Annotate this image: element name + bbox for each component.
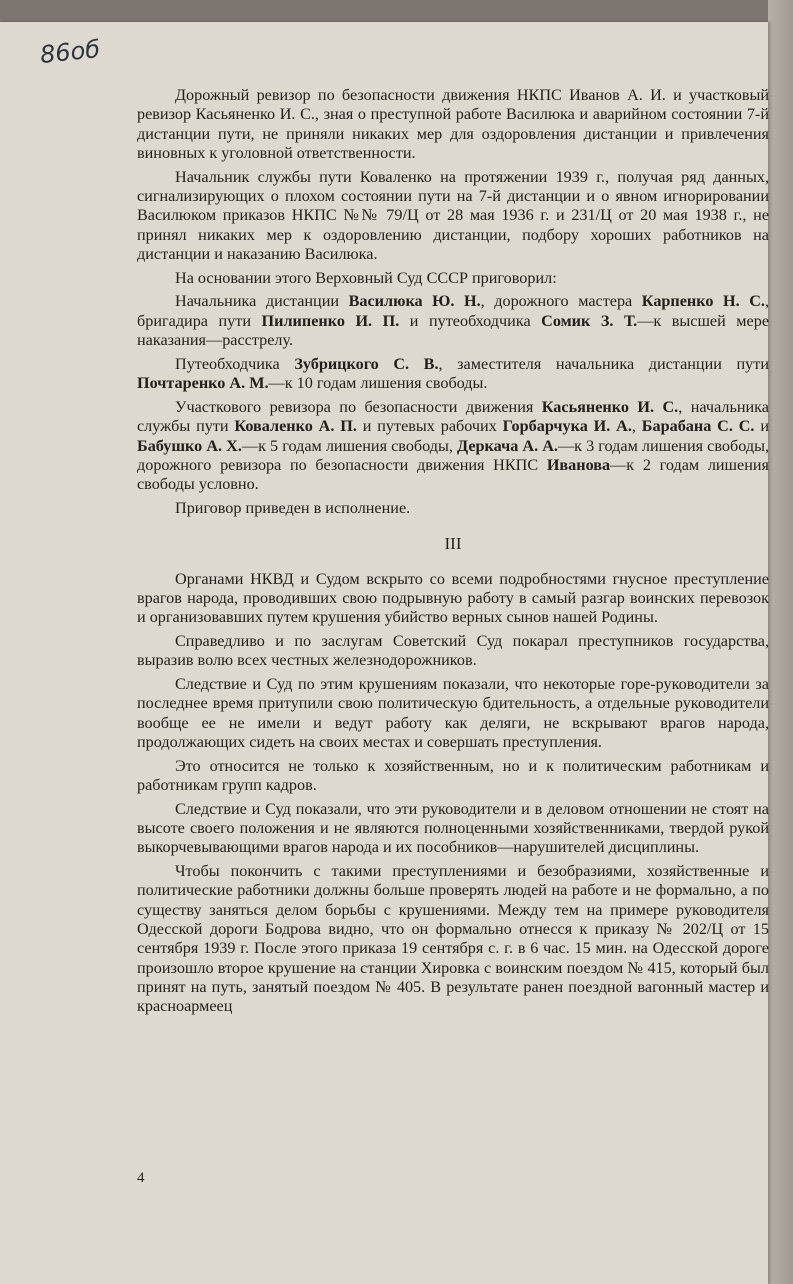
text-run: Начальника дистанции (175, 292, 349, 311)
document-body (137, 86, 769, 1021)
text-run: —к 3 годам лишения свободы, дорожного ревизора по безопасности движения НКПС (137, 436, 770, 474)
paragraph (137, 800, 769, 858)
paragraph (137, 675, 769, 752)
paragraph (137, 355, 769, 394)
text-run: Участкового ревизора по безопасности движения (175, 397, 542, 416)
paragraph (137, 86, 769, 163)
text-run: Дорожный ревизор по безопасности движения НКПС Иванов А. И. и участковый ревизор Касьяненко И. С., зная о преступной работе Василюка и аварийном состоянии 7-й дистанции пути, не приняли никаких мер для оздоровления дистанции и привлечения виновных к уголовной ответственности. (137, 86, 769, 162)
text-run: На основании этого Верховный Суд СССР приговорил: (175, 268, 557, 287)
bold-name: Зубрицкого С. В. (294, 354, 439, 373)
paragraph (137, 862, 769, 1016)
text-run: —к высшей мере наказания—расстрелу. (137, 311, 770, 350)
paragraph (137, 398, 769, 494)
text-run: и (754, 417, 769, 436)
paragraph (137, 570, 769, 628)
paragraph (137, 632, 769, 671)
text-run: Органами НКВД и Судом вскрыто со всеми подробностями гнусное преступление врагов народа, проводивших свою подрывную работу в самый разгар воинских перевозок и организовавших путем крушения убийство верных сынов нашей Родины. (137, 569, 769, 627)
text-run: Путеобходчика (175, 354, 295, 373)
text-run: , начальника службы пути (137, 397, 769, 436)
text-run: , бригадира пути (137, 292, 769, 330)
text-run: Следствие и Суд показали, что эти руководители и в деловом отношении не стоят на высоте своего положения и не являются полноценными хозяйственниками, твердой рукой выкорчевывающими врагов народа и их пособников—нарушителей дисциплины. (137, 799, 769, 857)
text-run: , заместителя начальника дистанции пути (438, 354, 769, 373)
paragraph (137, 292, 769, 350)
text-run: Это относится не только к хозяйственным, но и к политическим работникам и работникам групп кадров. (137, 756, 769, 794)
text-run: —к 10 годам лишения свободы. (268, 374, 488, 393)
bold-name: Иванова (546, 455, 611, 474)
text-run: Чтобы покончить с такими преступлениями и безобразиями, хозяйственные и политические работники должны больше проверять людей на работе и не формально, а по существу заняться делом борьбы с крушениями. Между тем на примере руководителя Одесской дороги Бодрова видно, что он формально отнесся к приказу № 202/Ц от 15 сентября 1939 г. После этого приказа 19 сентября с. г. в 6 час. 15 мин. на Одесской дороге произошло второе крушение на станции Хировка с воинским поездом № 415, который был принят на путь, занятый поездом № 405. В результате ранен поездной вагонный мастер и красноармеец (137, 862, 769, 1016)
bold-name: Горбарчука И. А. (502, 417, 632, 436)
text-run: , (631, 417, 642, 436)
paragraph (137, 757, 769, 796)
text-run: Начальник службы пути Коваленко на протяжении 1939 г., получая ряд данных, сигнализирующих о плохом состоянии пути на 7-й дистанции и о явном игнорировании Василюком приказов НКПС №№ 79/Ц от 28 мая 1936 г. и 231/Ц от 20 мая 1938 г., не принял никаких мер к оздоровлению дистанции, подбору хороших работников на дистанции и наказанию Василюка. (137, 167, 769, 263)
text-run: Справедливо и по заслугам Советский Суд покарал преступников государства, выразив волю всех честных железнодорожников. (137, 631, 769, 670)
text-run: —к 2 годам лишения свободы условно. (137, 455, 769, 494)
bold-name: Почтаренко А. М. (137, 374, 269, 393)
text-run: —к 5 годам лишения свободы, (241, 436, 458, 455)
text-run: Приговор приведен в исполнение. (175, 498, 411, 517)
bold-name: Касьяненко И. С. (541, 397, 679, 416)
bold-name: Василюка Ю. Н. (348, 292, 481, 311)
text-run: , дорожного мастера (480, 292, 642, 311)
bold-name: Коваленко А. П. (234, 417, 357, 436)
text-run: и путеобходчика (399, 311, 542, 330)
paragraph (137, 269, 769, 288)
bold-name: Карпенко Н. С. (641, 292, 765, 311)
section-heading: III (444, 534, 462, 554)
text-run: Следствие и Суд по этим крушениям показали, что некоторые горе-руководители за последнее время притупили свою политическую бдительность, а отдельные руководители вообще ее не имели и ведут работу как деляги, не вскрывают врагов народа, продолжающих сидеть на своих местах и совершать преступления. (137, 675, 769, 751)
page-number: 4 (137, 1170, 145, 1186)
scan-background-top (0, 0, 768, 22)
bold-name: Барабана С. С. (641, 417, 755, 436)
bold-name: Сомик З. Т. (541, 311, 638, 330)
handwritten-archive-note: 86об (38, 34, 102, 70)
text-run: и путевых рабочих (356, 417, 503, 436)
paragraph (137, 499, 769, 518)
adjacent-page-edge (768, 0, 793, 1284)
bold-name: Деркача А. А. (457, 436, 558, 455)
bold-name: Бабушко А. Х. (137, 436, 242, 455)
bold-name: Пилипенко И. П. (261, 311, 400, 330)
paragraph (137, 168, 769, 264)
